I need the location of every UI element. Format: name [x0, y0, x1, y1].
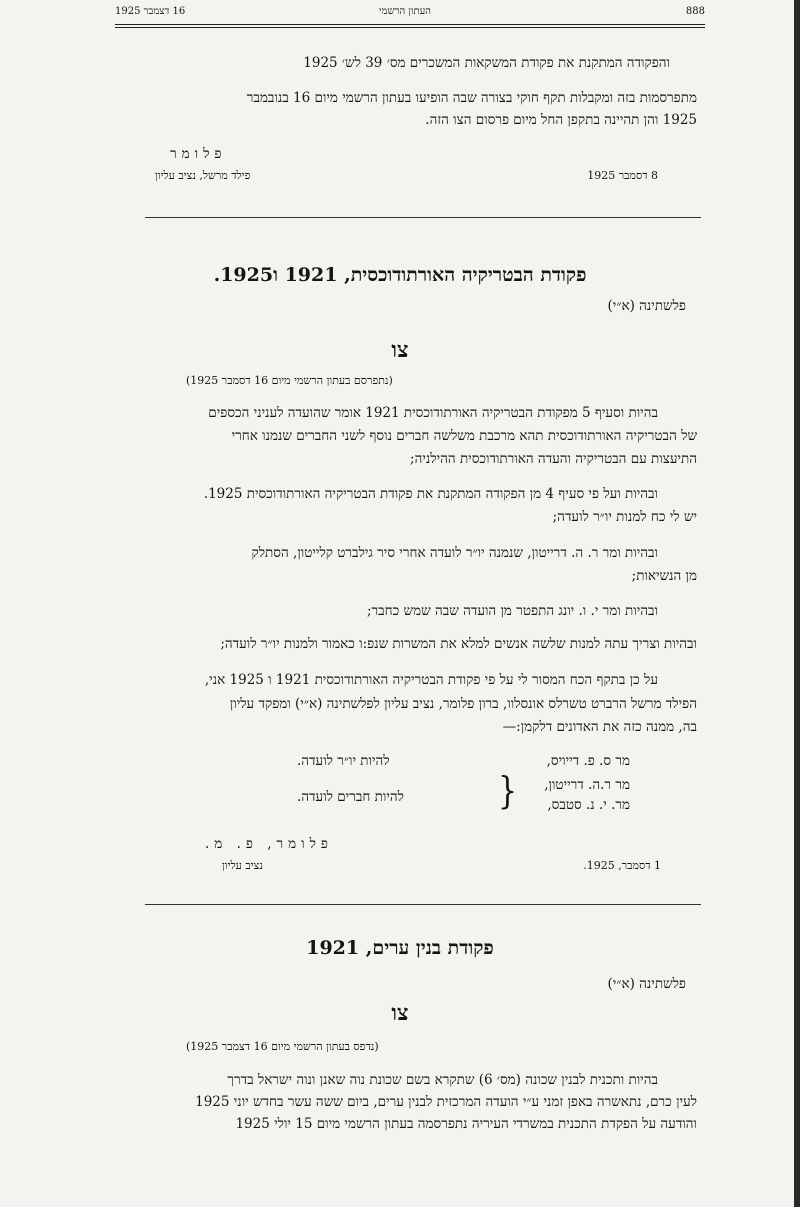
- section2-country: פלשתינה (א״י): [607, 298, 686, 314]
- section2-p3-line1: ובהיות ומר ר. ה. דרייטון, שנמנה יו״ר לועדה אחרי סיר גילברט קלייטון, הסתלק: [251, 545, 658, 561]
- appointee-1-name: מר ס. פ. דייויס,: [546, 753, 630, 769]
- section1-line: והפקודה המתקנת את פקודת המשקאות המשכרים מס׳ 39 לש׳ 1925: [303, 55, 670, 71]
- section2-publication-note: (נתפרסם בעתון הרשמי מיום 16 דסמבר 1925): [186, 374, 393, 387]
- section2-p4-line1: ובהיות ומר י. ו. יונג התפטר מן הועדה שבה שמש כחבר;: [366, 603, 658, 619]
- section1-signer: פלומר: [170, 146, 227, 162]
- section3-p1-line3: והודעה על הפקדת התכנית במשרדי העיריה נתפרסמה בעתון הרשמי מיום 15 יולי 1925: [235, 1116, 697, 1132]
- header-rule: [115, 24, 705, 25]
- header-title: העתון הרשמי: [378, 6, 432, 17]
- section2-title: פקודת הבטריקיה האורתודוכסית, 1921 ו1925.: [213, 264, 587, 286]
- section2-p1-line2: של הבטריקיה האורתודוכסית תהא מרכבת משלשה חברים נוסף לשני החברים שנמנו אחרי: [231, 428, 697, 444]
- section3-p1-line2: לעין כרם, נתאשרה באפן זמני ע״י הועדה המרכזית לבנין ערים, ביום ששה עשר בחדש יוני 1925: [195, 1094, 697, 1110]
- section1-date: 8 דסמבר 1925: [587, 169, 658, 182]
- section2-p3-line2: מן הנשיאות;: [631, 568, 697, 584]
- section1-para-line2: 1925 והן תהיינה בתקפן החל מיום פרסום הצו הזה.: [425, 112, 697, 128]
- header-page-number: 888: [685, 6, 705, 17]
- section1-signer-title: פילד מרשל, נציב עליון: [155, 169, 251, 182]
- header-rule-2: [115, 27, 705, 28]
- appointee-3-name: מר. י. נ. סטבס,: [547, 797, 630, 813]
- section2-p5-line1: ובהיות וצריך עתה למנות שלשה אנשים למלא את המשרות שנפ:ו כאמור ולמנות יו״ר לועדה;: [220, 636, 697, 652]
- section-divider: [145, 217, 701, 218]
- gazette-page: 16 דצמבר 1925 העתון הרשמי 888 והפקודה המתקנת את פקודת המשקאות המשכרים מס׳ 39 לש׳ 1925 מתפרסמות בזה ומקבלות תקף חוקי בצורה שבה הופיעו בעתון הרשמי מיום 16 בנובמבר 1925 והן תהיינה בתקפן החל מיום פרסום הצו הזה. פלומר פילד מרשל, נציב עליון 8 דסמבר 1925 פקודת הבטריקיה האורתודוכסית, 1921 ו1925. פלשתינה (א״י) צו (נתפרסם בעתון הרשמי מיום 16 דסמבר 1925) בהיות וסעיף 5 מפקודת הבטריקיה האורתודוכסית 1921 אומר שהועדה לעניני הכספים של הבטריקיה האורתודוכסית תהא מרכבת משלשה חברים נוסף לשני החברים שנמנו אחרי התיעצות עם הבטריקיה והעדה האורתודוכסית ההילניה; ובהיות ועל פי סעיף 4 מן הפקודה המתקנת את פקודת הבטריקיה האורתודוכסית 1925. יש לי כח למנות יו״ר לועדה; ובהיות ומר ר. ה. דרייטון, שנמנה יו״ר לועדה אחרי סיר גילברט קלייטון, הסתלק מן הנשיאות; ובהיות ומר י. ו. יונג התפטר מן הועדה שבה שמש כחבר; ובהיות וצריך עתה למנות שלשה אנשים למלא את המשרות שנפ:ו כאמור ולמנות יו״ר לועדה; על כן בתקף הכח המסור לי על פי פקודת הבטריקיה האורתודוכסית 1921 ו 1925 אני, הפילד מרשל הרברט טשרלס אונסלוו, ברון פלומר, נציב עליון לפלשתינה (א״י) ומפקד עליון בה, ממנה כזה את האדונים דלקמן:— מר ס. פ. דייויס, להיות יו״ר לועדה. מר ר.ה. דרייטון, מר. י. נ. סטבס, { להיות חברים לועדה. פלומר, פ. מ. נציב עליון 1 דסמבר, 1925. פקודת בנין ערים, 1921 פלשתינה (א״י) צו (נדפס בעתון הרשמי מיום 16 דצמבר 1925) בהיות ותכנית לבנין שכונה (מס׳ 6) שתקרא בשם שכונת נוה שאנן ונוה ישראל בדרך לעין כרם, נתאשרה באפן זמני ע״י הועדה המרכזית לבנין ערים, ביום ששה עשר בחדש יוני 1925 והודעה על הפקדת התכנית במשרדי העיריה נתפרסמה בעתון הרשמי מיום 15 יולי 1925: [0, 0, 800, 1207]
- section-divider: [145, 904, 701, 905]
- section2-p6-line1: על כן בתקף הכח המסור לי על פי פקודת הבטריקיה האורתודוכסית 1921 ו 1925 אני,: [204, 672, 658, 688]
- section2-order-heading: צו: [391, 337, 409, 363]
- running-header: [115, 6, 705, 22]
- section2-p2-line1: ובהיות ועל פי סעיף 4 מן הפקודה המתקנת את פקודת הבטריקיה האורתודוכסית 1925.: [203, 486, 658, 502]
- section2-signer: פלומר, פ. מ.: [205, 836, 334, 852]
- section3-order-heading: צו: [391, 1000, 409, 1026]
- section2-p6-line2: הפילד מרשל הרברט טשרלס אונסלוו, ברון פלומר, נציב עליון לפלשתינה (א״י) ומפקד עליון: [229, 696, 697, 712]
- section3-publication-note: (נדפס בעתון הרשמי מיום 16 דצמבר 1925): [186, 1040, 379, 1053]
- section2-p1-line1: בהיות וסעיף 5 מפקודת הבטריקיה האורתודוכסית 1921 אומר שהועדה לעניני הכספים: [208, 405, 658, 421]
- section2-p1-line3: התיעצות עם הבטריקיה והעדה האורתודוכסית ההילניה;: [410, 451, 697, 467]
- appointees-2-3-role: להיות חברים לועדה.: [297, 789, 404, 805]
- section2-p6-line3: בה, ממנה כזה את האדונים דלקמן:—: [502, 719, 697, 735]
- appointee-2-name: מר ר.ה. דרייטון,: [544, 777, 630, 793]
- section3-country: פלשתינה (א״י): [607, 976, 686, 992]
- section1-para-line1: מתפרסמות בזה ומקבלות תקף חוקי בצורה שבה הופיעו בעתון הרשמי מיום 16 בנובמבר: [246, 90, 697, 106]
- header-date: 16 דצמבר 1925: [115, 6, 186, 17]
- section2-p2-line2: יש לי כח למנות יו״ר לועדה;: [552, 509, 697, 525]
- section2-date: 1 דסמבר, 1925.: [583, 859, 661, 872]
- appointee-1-role: להיות יו״ר לועדה.: [297, 753, 390, 769]
- section2-signer-title: נציב עליון: [222, 859, 263, 872]
- section3-p1-line1: בהיות ותכנית לבנין שכונה (מס׳ 6) שתקרא בשם שכונת נוה שאנן ונוה ישראל בדרך: [227, 1072, 658, 1088]
- section3-title: פקודת בנין ערים, 1921: [306, 937, 494, 959]
